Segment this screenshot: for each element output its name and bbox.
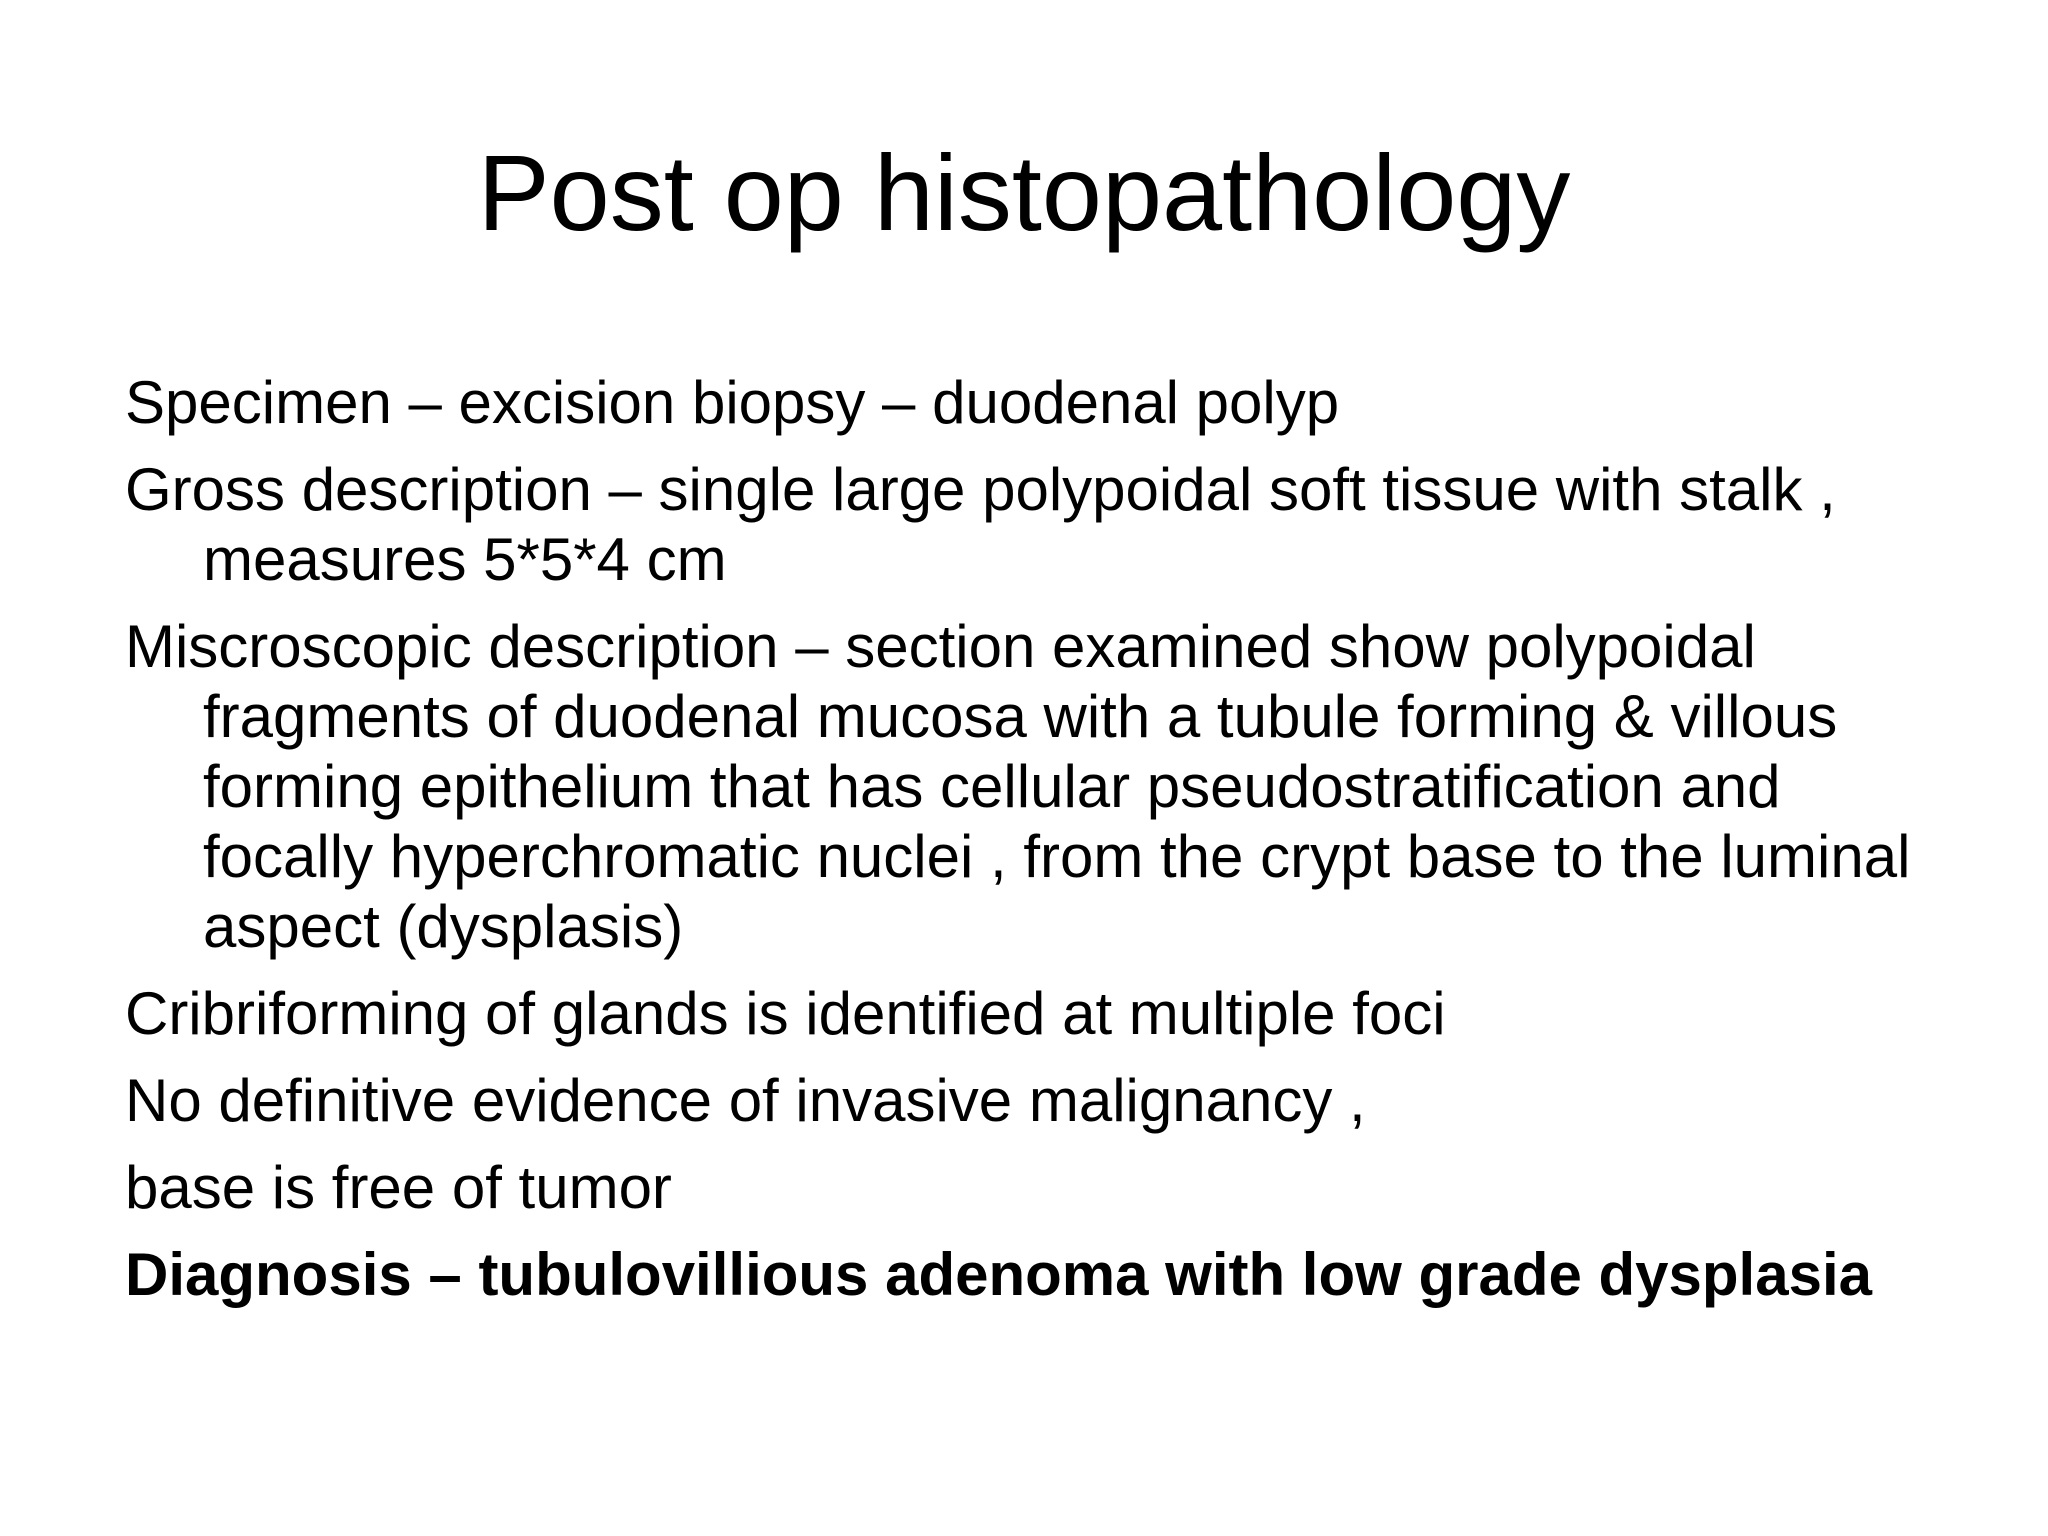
gross-description-line: Gross description – single large polypoidal soft tissue with stalk , measures 5*5*4 cm [125,456,1836,593]
diagnosis-line: Diagnosis – tubulovillious adenoma with low grade dysplasia [125,1241,1873,1308]
malignancy-line: No definitive evidence of invasive malignancy , [125,1067,1366,1134]
base-free-line: base is free of tumor [125,1154,672,1221]
cribriforming-line: Cribriforming of glands is identified at multiple foci [125,980,1446,1047]
body-list [125,368,1955,1327]
microscopic-description-line: Miscroscopic description – section examined show polypoidal fragments of duodenal mucosa with a tubule forming & villous forming epithelium that has cellular pseudostratification and focally hyperchromatic nuclei , from the crypt base to the luminal aspect (dysplasis) [125,613,1911,960]
specimen-line: Specimen – excision biopsy – duodenal polyp [125,369,1340,436]
slide-title: Post op histopathology [477,132,1571,253]
